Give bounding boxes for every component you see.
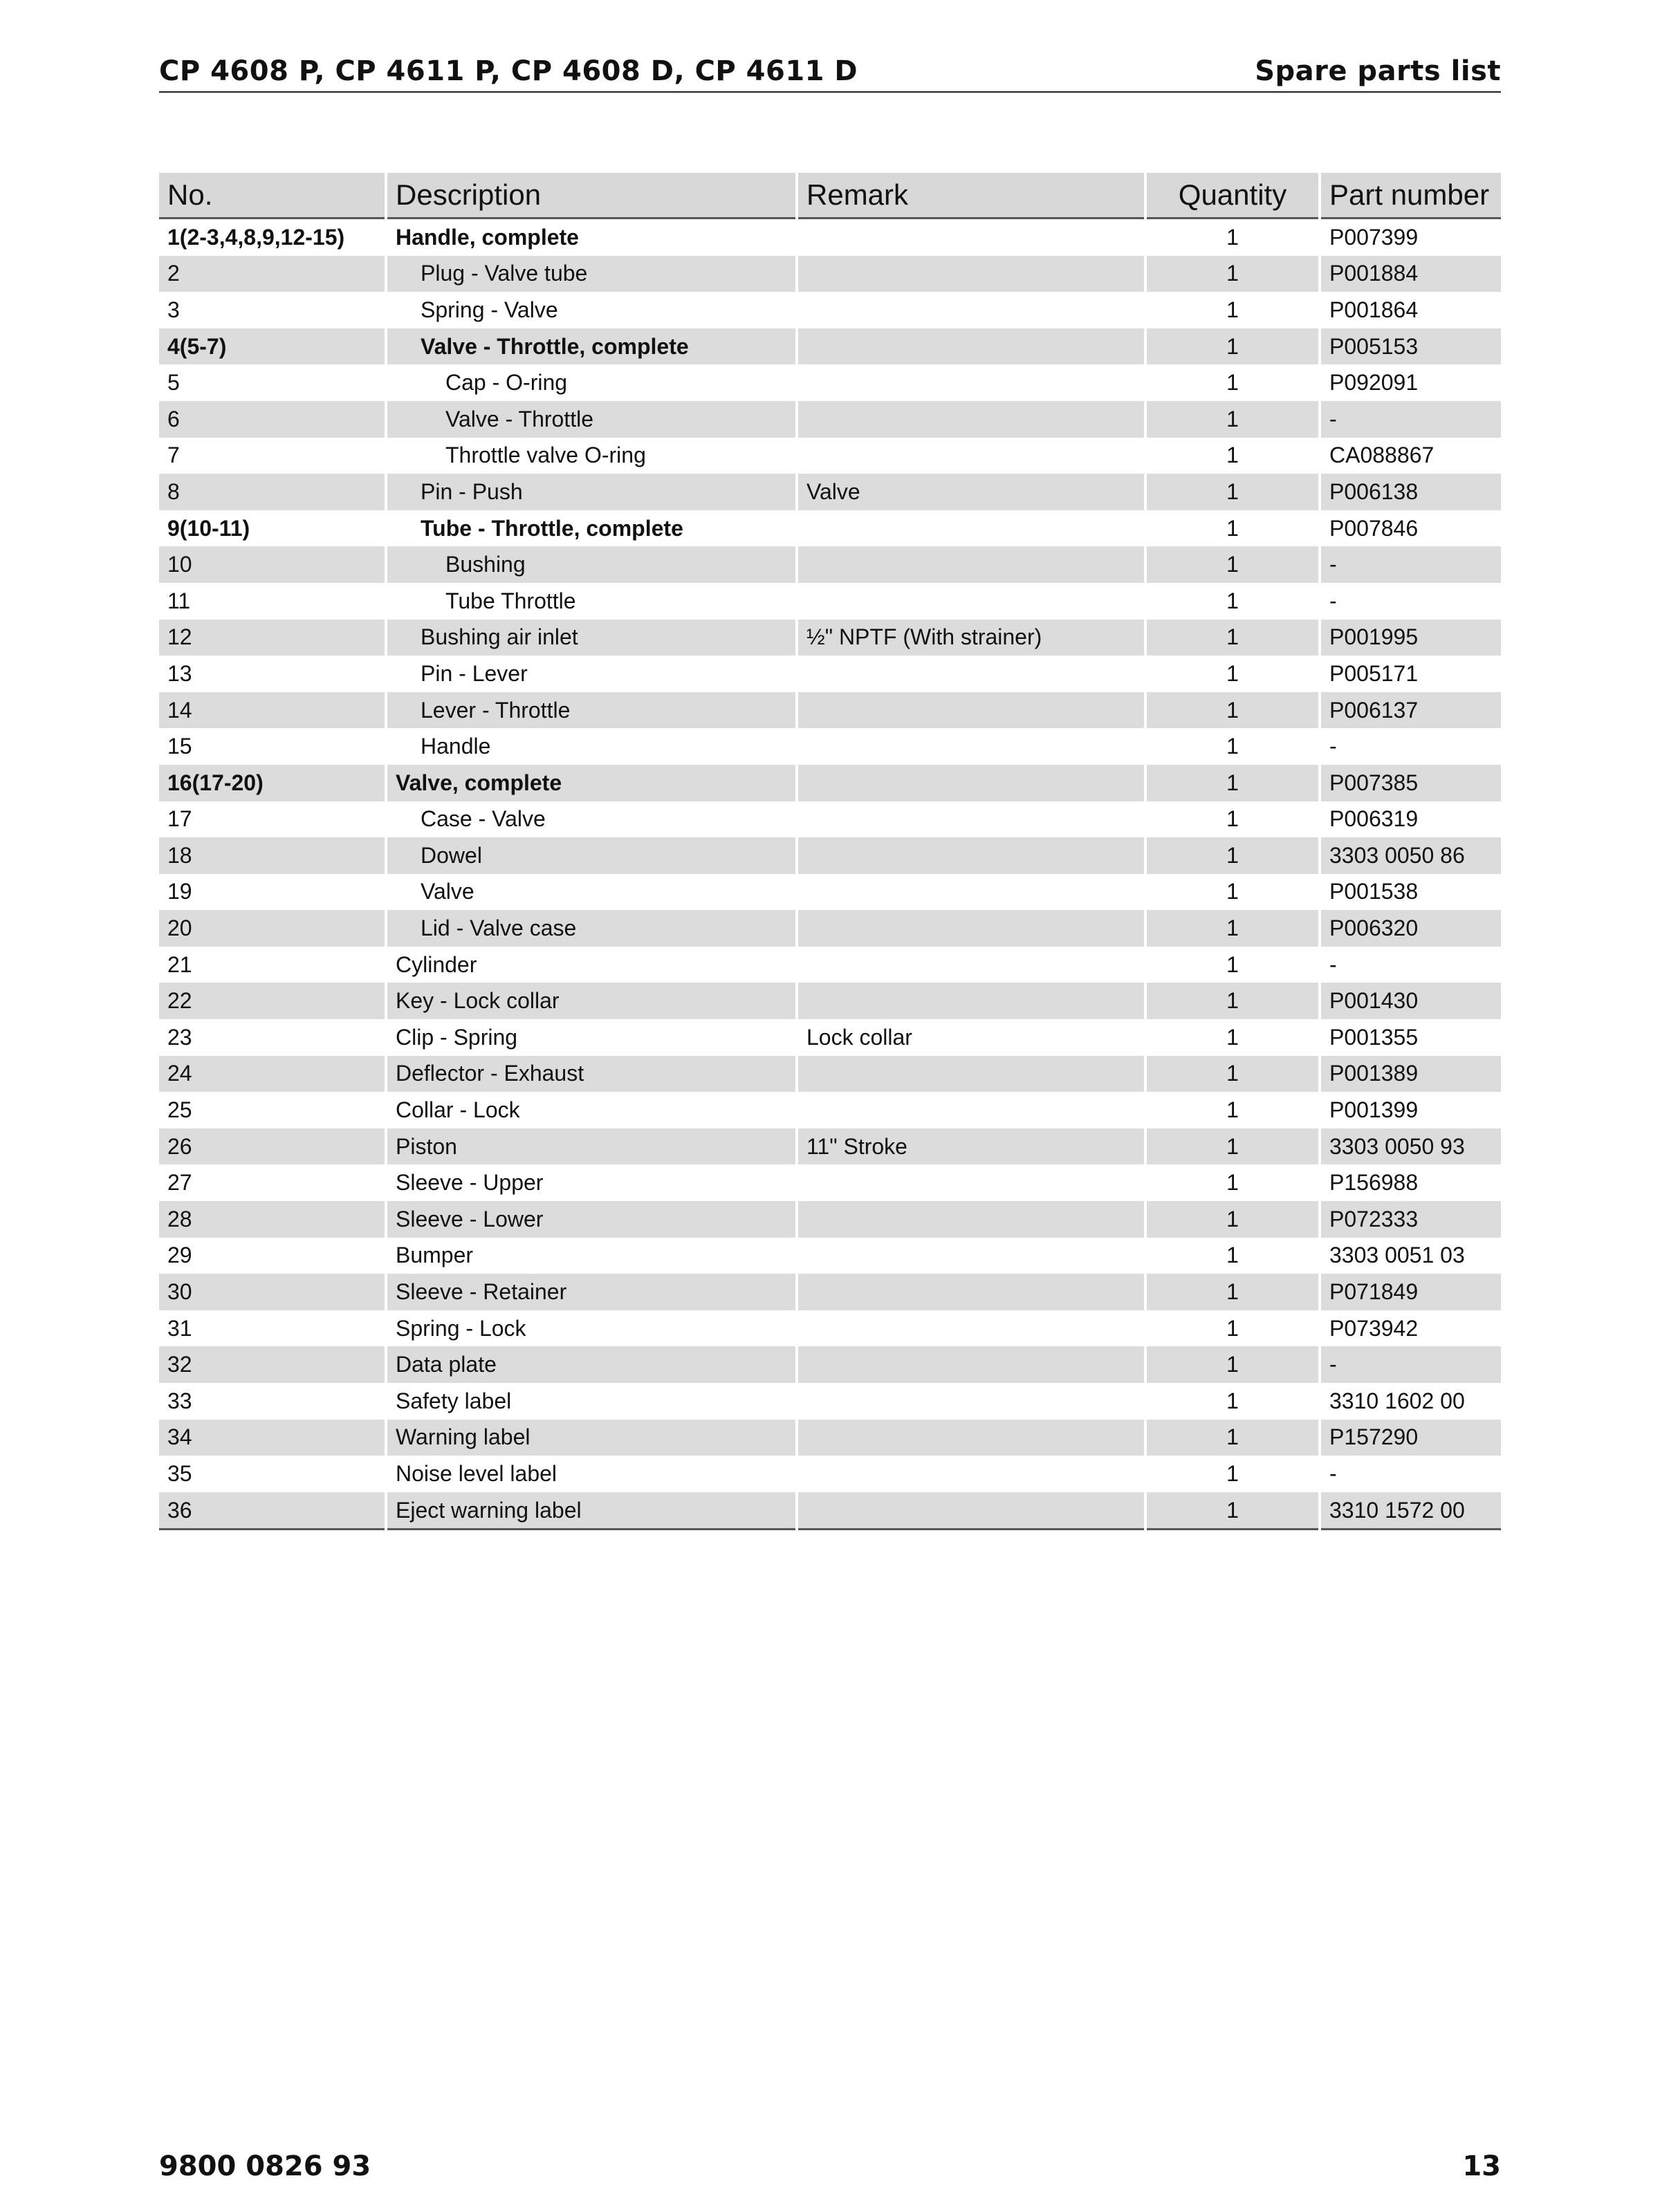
cell-description: Throttle valve O-ring xyxy=(386,438,797,474)
table-row xyxy=(159,801,1501,838)
cell-description: Plug - Valve tube xyxy=(386,256,797,292)
table-header-row xyxy=(159,173,1501,219)
cell-remark: ½" NPTF (With strainer) xyxy=(797,620,1145,656)
cell-quantity: 1 xyxy=(1145,219,1320,256)
table-row xyxy=(159,1310,1501,1347)
cell-quantity: 1 xyxy=(1145,364,1320,401)
cell-no: 13 xyxy=(167,660,192,686)
cell-quantity: 1 xyxy=(1145,1492,1320,1530)
cell-description: Valve - Throttle xyxy=(386,401,797,438)
cell-description: Key - Lock collar xyxy=(386,983,797,1019)
cell-no: 24 xyxy=(159,1056,386,1093)
cell-remark xyxy=(797,328,1145,365)
table-row xyxy=(159,1346,1501,1383)
table-row xyxy=(159,1019,1501,1056)
cell-remark: Lock collar xyxy=(797,1019,1145,1056)
cell-part-number: P073942 xyxy=(1320,1310,1501,1347)
cell-remark xyxy=(797,546,1145,583)
cell-no: 17 xyxy=(167,806,192,832)
cell-quantity: 1 xyxy=(1145,510,1320,547)
cell-remark: Valve xyxy=(797,474,1145,510)
cell-quantity: 1 xyxy=(1145,1092,1320,1128)
cell-remark xyxy=(797,219,1145,256)
cell-quantity: 1 xyxy=(1145,801,1320,838)
cell-no: 15 xyxy=(167,734,192,759)
cell-description: Safety label xyxy=(386,1383,797,1420)
cell-remark xyxy=(797,1492,1145,1530)
cell-no: 8 xyxy=(159,474,386,510)
cell-no: 28 xyxy=(159,1201,386,1238)
cell-no: 2 xyxy=(159,256,386,292)
cell-quantity: 1 xyxy=(1145,256,1320,292)
cell-remark xyxy=(797,510,1145,547)
cell-part-number: P001399 xyxy=(1320,1092,1501,1128)
cell-no: 6 xyxy=(159,401,386,438)
cell-description: Handle, complete xyxy=(386,219,797,256)
cell-remark xyxy=(797,1201,1145,1238)
cell-no: 22 xyxy=(159,983,386,1019)
cell-quantity: 1 xyxy=(1145,728,1320,765)
column-header-remark: Remark xyxy=(797,173,1145,219)
cell-description: Cylinder xyxy=(386,947,797,983)
cell-remark xyxy=(797,801,1145,838)
cell-description: Warning label xyxy=(386,1420,797,1456)
cell-quantity: 1 xyxy=(1145,837,1320,874)
cell-no: 34 xyxy=(159,1420,386,1456)
cell-part-number: - xyxy=(1320,583,1501,620)
column-header-description: Description xyxy=(386,173,797,219)
cell-quantity: 1 xyxy=(1145,692,1320,729)
cell-quantity: 1 xyxy=(1145,874,1320,911)
table-row xyxy=(159,656,1501,692)
table-row xyxy=(159,983,1501,1019)
cell-remark xyxy=(797,1456,1145,1492)
table-row xyxy=(159,910,1501,947)
cell-remark xyxy=(797,1346,1145,1383)
cell-remark xyxy=(797,910,1145,947)
section-title: Spare parts list xyxy=(1255,55,1501,87)
cell-no: 33 xyxy=(167,1388,192,1413)
cell-description: Case - Valve xyxy=(386,801,797,838)
cell-no: 9(10-11) xyxy=(167,515,250,541)
cell-part-number: 3310 1572 00 xyxy=(1320,1492,1501,1530)
cell-part-number: P157290 xyxy=(1320,1420,1501,1456)
cell-quantity: 1 xyxy=(1145,983,1320,1019)
column-header-quantity: Quantity xyxy=(1145,173,1320,219)
table-row xyxy=(159,328,1501,365)
cell-description: Handle xyxy=(386,728,797,765)
cell-description: Sleeve - Lower xyxy=(386,1201,797,1238)
cell-part-number: P006138 xyxy=(1320,474,1501,510)
cell-quantity: 1 xyxy=(1145,947,1320,983)
cell-quantity: 1 xyxy=(1145,656,1320,692)
cell-part-number: 3303 0050 86 xyxy=(1320,837,1501,874)
cell-no: 14 xyxy=(159,692,386,729)
cell-part-number: P001355 xyxy=(1320,1019,1501,1056)
cell-remark xyxy=(797,1383,1145,1420)
cell-remark xyxy=(797,1420,1145,1456)
page-number: 13 xyxy=(1462,2150,1501,2182)
cell-part-number: - xyxy=(1320,947,1501,983)
cell-description: Collar - Lock xyxy=(386,1092,797,1128)
cell-part-number: P007385 xyxy=(1320,765,1501,801)
cell-part-number: P001884 xyxy=(1320,256,1501,292)
cell-remark xyxy=(797,256,1145,292)
cell-description: Sleeve - Upper xyxy=(386,1164,797,1201)
cell-remark xyxy=(797,364,1145,401)
cell-remark xyxy=(797,728,1145,765)
cell-part-number: P006319 xyxy=(1320,801,1501,838)
cell-remark xyxy=(797,765,1145,801)
cell-remark xyxy=(797,583,1145,620)
cell-part-number: 3303 0051 03 xyxy=(1320,1238,1501,1274)
column-header-part-number: Part number xyxy=(1320,173,1501,219)
cell-no: 1(2-3,4,8,9,12-15) xyxy=(167,224,345,250)
cell-part-number: P005171 xyxy=(1320,656,1501,692)
cell-no: 7 xyxy=(167,443,180,468)
cell-part-number: - xyxy=(1320,1346,1501,1383)
cell-description: Bushing air inlet xyxy=(386,620,797,656)
cell-no: 35 xyxy=(167,1460,192,1486)
table-row xyxy=(159,256,1501,292)
cell-remark: 11" Stroke xyxy=(797,1128,1145,1165)
cell-quantity: 1 xyxy=(1145,1164,1320,1201)
cell-description: Clip - Spring xyxy=(386,1019,797,1056)
cell-description: Valve - Throttle, complete xyxy=(386,328,797,365)
cell-remark xyxy=(797,1310,1145,1347)
cell-part-number: P006320 xyxy=(1320,910,1501,947)
cell-description: Lid - Valve case xyxy=(386,910,797,947)
cell-description: Bumper xyxy=(386,1238,797,1274)
cell-remark xyxy=(797,692,1145,729)
cell-quantity: 1 xyxy=(1145,765,1320,801)
table-row xyxy=(159,728,1501,765)
spare-parts-table xyxy=(159,173,1501,1530)
table-row xyxy=(159,1238,1501,1274)
cell-part-number: P001389 xyxy=(1320,1056,1501,1093)
table-row xyxy=(159,620,1501,656)
cell-no: 26 xyxy=(159,1128,386,1165)
cell-no: 4(5-7) xyxy=(159,328,386,365)
table-row xyxy=(159,438,1501,474)
cell-description: Eject warning label xyxy=(386,1492,797,1530)
cell-no: 16(17-20) xyxy=(159,765,386,801)
cell-quantity: 1 xyxy=(1145,1420,1320,1456)
cell-part-number: P072333 xyxy=(1320,1201,1501,1238)
cell-no: 18 xyxy=(159,837,386,874)
table-row xyxy=(159,1492,1501,1530)
table-row xyxy=(159,292,1501,328)
table-row xyxy=(159,510,1501,547)
cell-part-number: P001864 xyxy=(1320,292,1501,328)
cell-description: Spring - Valve xyxy=(386,292,797,328)
cell-quantity: 1 xyxy=(1145,1346,1320,1383)
cell-description: Piston xyxy=(386,1128,797,1165)
cell-quantity: 1 xyxy=(1145,474,1320,510)
cell-description: Tube - Throttle, complete xyxy=(386,510,797,547)
cell-quantity: 1 xyxy=(1145,546,1320,583)
cell-description: Pin - Push xyxy=(386,474,797,510)
cell-no: 23 xyxy=(167,1024,192,1050)
cell-remark xyxy=(797,874,1145,911)
table-row xyxy=(159,837,1501,874)
cell-quantity: 1 xyxy=(1145,1274,1320,1310)
cell-remark xyxy=(797,837,1145,874)
cell-quantity: 1 xyxy=(1145,620,1320,656)
cell-remark xyxy=(797,1238,1145,1274)
cell-part-number: - xyxy=(1320,546,1501,583)
cell-remark xyxy=(797,656,1145,692)
cell-part-number: - xyxy=(1320,401,1501,438)
cell-quantity: 1 xyxy=(1145,583,1320,620)
cell-quantity: 1 xyxy=(1145,1201,1320,1238)
table-row xyxy=(159,546,1501,583)
cell-no: 5 xyxy=(167,370,180,396)
cell-part-number: CA088867 xyxy=(1320,438,1501,474)
cell-no: 31 xyxy=(167,1315,192,1341)
table-row xyxy=(159,1456,1501,1492)
cell-description: Pin - Lever xyxy=(386,656,797,692)
table-row xyxy=(159,219,1501,256)
cell-no: 10 xyxy=(159,546,386,583)
cell-description: Dowel xyxy=(386,837,797,874)
column-header-no: No. xyxy=(159,173,386,219)
cell-no: 27 xyxy=(167,1170,192,1196)
cell-description: Bushing xyxy=(386,546,797,583)
cell-no: 3 xyxy=(167,297,180,322)
table-row xyxy=(159,1201,1501,1238)
model-title: CP 4608 P, CP 4611 P, CP 4608 D, CP 4611 D xyxy=(159,55,858,87)
cell-part-number: P007399 xyxy=(1320,219,1501,256)
cell-part-number: P005153 xyxy=(1320,328,1501,365)
cell-remark xyxy=(797,1056,1145,1093)
cell-no: 29 xyxy=(167,1243,192,1268)
cell-no: 25 xyxy=(167,1097,192,1123)
cell-description: Valve xyxy=(386,874,797,911)
cell-quantity: 1 xyxy=(1145,401,1320,438)
cell-remark xyxy=(797,983,1145,1019)
cell-description: Sleeve - Retainer xyxy=(386,1274,797,1310)
cell-part-number: P071849 xyxy=(1320,1274,1501,1310)
table-row xyxy=(159,474,1501,510)
cell-no: 30 xyxy=(159,1274,386,1310)
cell-remark xyxy=(797,1092,1145,1128)
table-row xyxy=(159,874,1501,911)
cell-no: 19 xyxy=(167,879,192,904)
cell-remark xyxy=(797,401,1145,438)
cell-part-number: P001430 xyxy=(1320,983,1501,1019)
cell-remark xyxy=(797,1164,1145,1201)
cell-quantity: 1 xyxy=(1145,328,1320,365)
cell-no: 11 xyxy=(167,588,191,613)
cell-quantity: 1 xyxy=(1145,1456,1320,1492)
cell-part-number: - xyxy=(1320,728,1501,765)
cell-description: Valve, complete xyxy=(386,765,797,801)
cell-part-number: 3303 0050 93 xyxy=(1320,1128,1501,1165)
cell-remark xyxy=(797,1274,1145,1310)
table-row xyxy=(159,1420,1501,1456)
cell-description: Spring - Lock xyxy=(386,1310,797,1347)
cell-description: Cap - O-ring xyxy=(386,364,797,401)
cell-remark xyxy=(797,438,1145,474)
cell-no: 12 xyxy=(159,620,386,656)
cell-no: 21 xyxy=(167,951,192,977)
cell-quantity: 1 xyxy=(1145,1056,1320,1093)
table-row xyxy=(159,1274,1501,1310)
table-row xyxy=(159,583,1501,620)
cell-quantity: 1 xyxy=(1145,1128,1320,1165)
cell-remark xyxy=(797,947,1145,983)
cell-description: Noise level label xyxy=(386,1456,797,1492)
document-number: 9800 0826 93 xyxy=(159,2150,371,2182)
cell-description: Lever - Throttle xyxy=(386,692,797,729)
cell-part-number: 3310 1602 00 xyxy=(1320,1383,1501,1420)
page-header xyxy=(159,48,1501,93)
cell-no: 32 xyxy=(159,1346,386,1383)
table-row xyxy=(159,1128,1501,1165)
cell-part-number: P007846 xyxy=(1320,510,1501,547)
table-row xyxy=(159,692,1501,729)
cell-part-number: P001538 xyxy=(1320,874,1501,911)
cell-part-number: - xyxy=(1320,1456,1501,1492)
cell-no: 20 xyxy=(159,910,386,947)
cell-quantity: 1 xyxy=(1145,292,1320,328)
cell-quantity: 1 xyxy=(1145,1383,1320,1420)
cell-quantity: 1 xyxy=(1145,1019,1320,1056)
cell-quantity: 1 xyxy=(1145,1310,1320,1347)
table-row xyxy=(159,947,1501,983)
table-row xyxy=(159,401,1501,438)
cell-quantity: 1 xyxy=(1145,1238,1320,1274)
cell-quantity: 1 xyxy=(1145,438,1320,474)
cell-part-number: P006137 xyxy=(1320,692,1501,729)
cell-description: Deflector - Exhaust xyxy=(386,1056,797,1093)
cell-remark xyxy=(797,292,1145,328)
cell-no: 36 xyxy=(159,1492,386,1530)
table-row xyxy=(159,1383,1501,1420)
table-row xyxy=(159,765,1501,801)
cell-quantity: 1 xyxy=(1145,910,1320,947)
cell-description: Data plate xyxy=(386,1346,797,1383)
cell-description: Tube Throttle xyxy=(386,583,797,620)
table-row xyxy=(159,1092,1501,1128)
cell-part-number: P156988 xyxy=(1320,1164,1501,1201)
cell-part-number: P001995 xyxy=(1320,620,1501,656)
table-row xyxy=(159,364,1501,401)
cell-part-number: P092091 xyxy=(1320,364,1501,401)
table-row xyxy=(159,1164,1501,1201)
table-row xyxy=(159,1056,1501,1093)
